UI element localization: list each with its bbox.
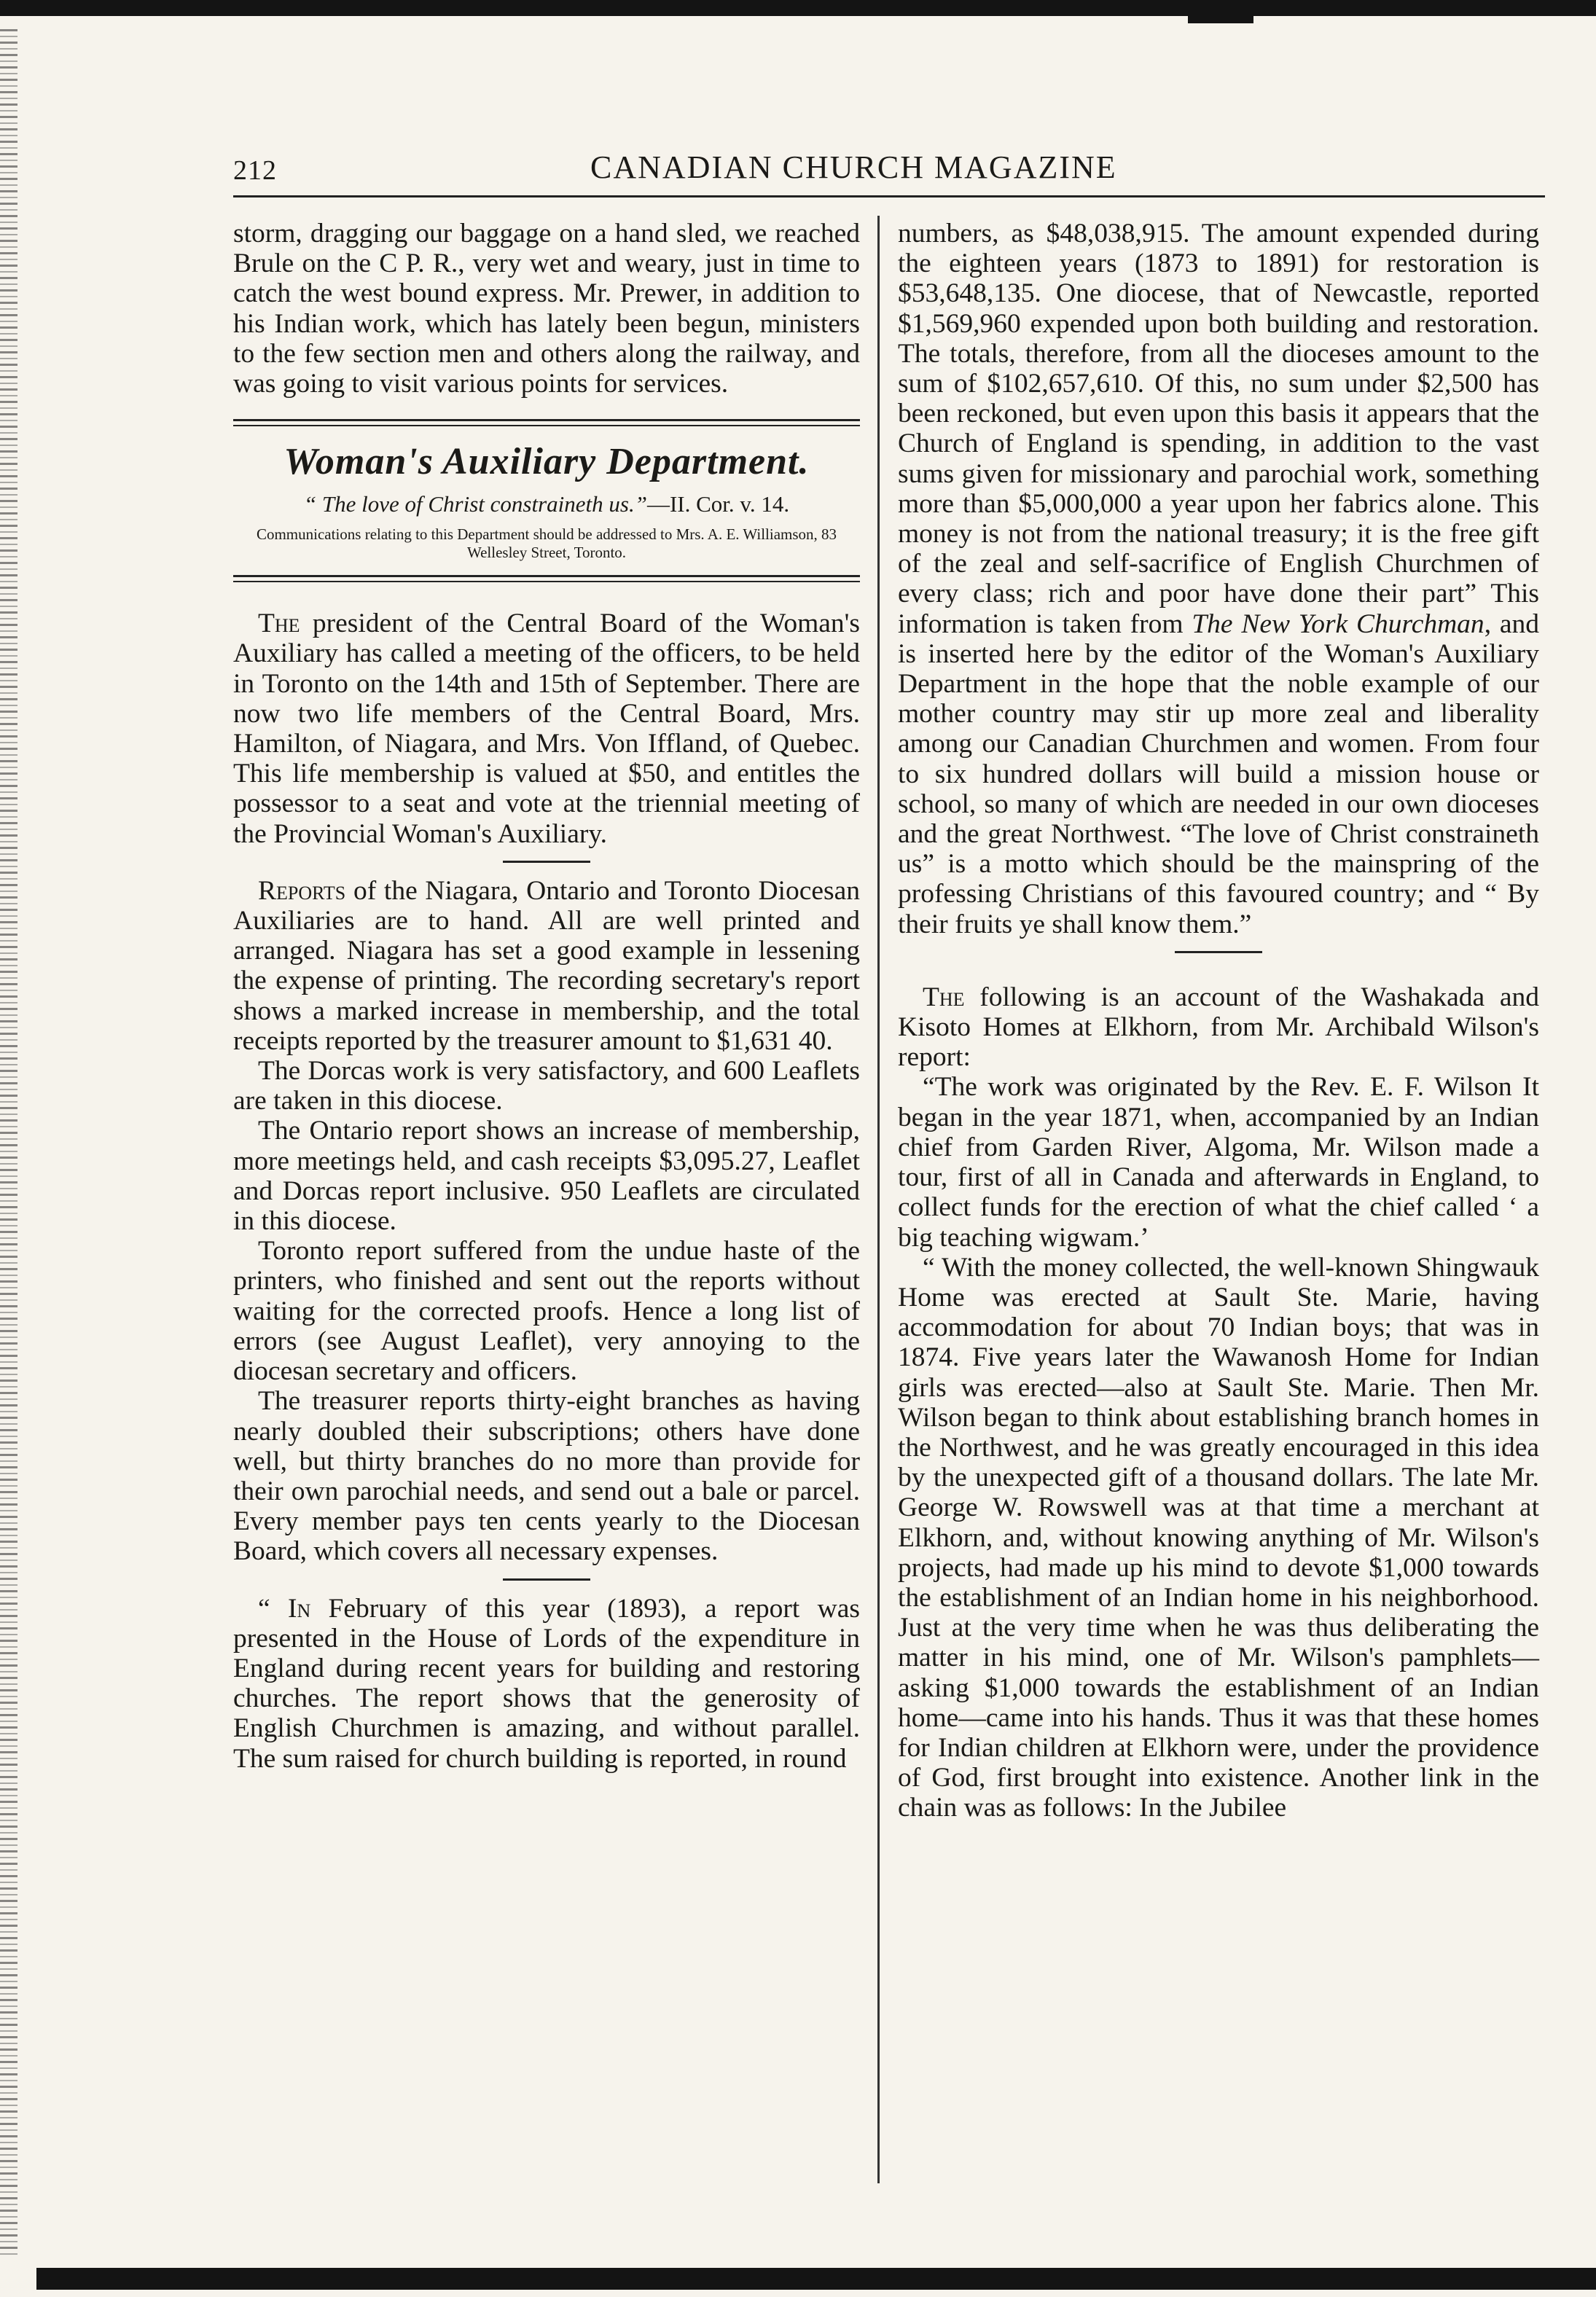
section-rule-bottom: [233, 575, 860, 582]
epigraph: [233, 490, 860, 518]
lead-word: Reports: [258, 875, 346, 906]
paragraph-text: president of the Central Board of the Woman's Auxiliary has called a meeting of the officers, to be held in Toronto on the 14th and 15th of September. There are now two life members of the Central Board, Mrs. Hamilton, of Niagara, and Mrs. Von Iffland, of Quebec. This life membership is valued at $50, and entitles the possessor to a seat and vote at the triennial meeting of the Provincial Woman's Auxiliary.: [233, 609, 860, 849]
paragraph-text: February of this year (1893), a report was presented in the House of Lords of the expenditure in England during recent years for building and restoring churches. The report shows that the generosity of English Churchmen is amazing, and without parallel. The sum raised for church building is reported, in round: [233, 1593, 860, 1774]
section-rule-top: [233, 419, 860, 426]
scan-top-bar: [0, 0, 1596, 16]
scan-top-bar-notch: [1188, 16, 1253, 23]
running-head: CANADIAN CHURCH MAGAZINE: [590, 149, 1117, 185]
paragraph-text: , and is inserted here by the editor of the Woman's Auxiliary Department in the hope that the noble example of our mother country may stir up more zeal and liberality among our Canadian Churchmen and women. From four to six hundred dollars will build a mission house or school, so many of which are needed in our own dioceses and the great Northwest. “The love of Christ constraineth us” is a motto which should be the mainspring of the professing Christians of this favoured country; and “ By their fruits ye shall know them.”: [898, 609, 1539, 939]
paragraph-storm: storm, dragging our baggage on a hand sled, we reached Brule on the C P. R., very wet and weary, just in time to catch the west bound express. Mr. Prewer, in addition to his Indian work, which has lately been begun, ministers to the few section men and others along the railway, and was going to visit various points for services.: [233, 219, 860, 399]
paragraph-church-sums: [898, 219, 1539, 939]
separator-rule: [503, 1578, 590, 1581]
separator-rule: [1175, 951, 1262, 953]
lead-word: The: [923, 982, 965, 1012]
paragraph-central-board: [233, 609, 860, 849]
paragraph-text: numbers, as $48,038,915. The amount expended during the eighteen years (1873 to 1891) for restoration is $53,648,135. One diocese, that of Newcastle, reported $1,569,960 expended upon both building and restoration. The totals, therefore, from all the dioceses amount to the sum of $102,657,610. Of this, no sum under $2,500 has been reckoned, but even upon this basis it appears that the Church of England is spending, in addition to the vast sums given for missionary and parochial work, something more than $5,000,000 a year upon her fabrics alone. This money is not from the national treasury; it is the free gift of the zeal and self-sacrifice of English Churchmen of every class; rich and poor have done their part” This information is taken from: [898, 219, 1539, 639]
paragraph-dorcas: The Dorcas work is very satisfactory, and 600 Leaflets are taken in this diocese.: [233, 1056, 860, 1116]
separator-rule: [503, 861, 590, 863]
paragraph-house-of-lords: [233, 1594, 860, 1774]
epigraph-reference: —II. Cor. v. 14.: [646, 491, 790, 517]
periodical-title: The New York Churchman: [1192, 609, 1484, 639]
page-number: 212: [233, 155, 277, 186]
scan-binding-edge: [0, 29, 17, 2259]
paragraph-treasurer: The treasurer reports thirty-eight branches as having nearly doubled their subscriptions; others have done well, but thirty branches do no more than provide for their own parochial needs, and send out a bale or parcel. Every member pays ten cents yearly to the Diocesan Board, which covers all necessary expenses.: [233, 1386, 860, 1567]
paragraph-text: following is an account of the Washakada and Kisoto Homes at Elkhorn, from Mr. Archibald Wilson's report:: [898, 982, 1539, 1073]
lead-word: “ In: [258, 1593, 311, 1624]
paragraph-washakada: [898, 982, 1539, 1073]
scan-bottom-bar: [36, 2268, 1596, 2290]
left-column: [233, 219, 860, 1774]
paragraph-shingwauk: “ With the money collected, the well-known Shingwauk Home was erected at Sault Ste. Marie, having accommodation for about 70 Indian boys; that was in 1874. Five years later the Wawanosh Home for Indian girls was erected—also at Sault Ste. Marie. Then Mr. Wilson began to think about establishing branch homes in the Northwest, and he was greatly encouraged in this idea by the unexpected gift of a thousand dollars. The late Mr. George W. Rowswell was at that time a merchant at Elkhorn, and, without knowing anything of Mr. Wilson's projects, had made up his mind to devote $1,000 towards the establishment of an Indian home in his neighborhood. Just at the very time when he was thus deliberating the matter in his mind, one of Mr. Wilson's pamphlets—asking $1,000 towards the establishment of an Indian home—came into his hands. Thus it was that these homes for Indian children at Elkhorn were, under the providence of God, first brought into existence. Another link in the chain was as follows: In the Jubilee: [898, 1252, 1539, 1823]
communications-notice: Communications relating to this Department should be addressed to Mrs. A. E. Williamson, 83 Wellesley Street, Toronto.: [256, 525, 837, 562]
paragraph-reports: [233, 876, 860, 1056]
paragraph-ontario: The Ontario report shows an increase of membership, more meetings held, and cash receipts $3,095.27, Leaflet and Dorcas report inclusive. 950 Leaflets are circulated in this diocese.: [233, 1116, 860, 1237]
column-divider: [877, 216, 880, 2183]
paragraph-origin: “The work was originated by the Rev. E. F. Wilson It began in the year 1871, when, accompanied by an Indian chief from Garden River, Algoma, Mr. Wilson made a tour, first of all in Canada and afterwards in England, to collect funds for the erection of what the chief called ‘ a big teaching wigwam.’: [898, 1072, 1539, 1253]
header-rule: [233, 195, 1545, 197]
section-title: Woman's Auxiliary Department.: [283, 441, 810, 483]
right-column: [898, 219, 1539, 1823]
lead-word: The: [258, 609, 300, 639]
paragraph-toronto: Toronto report suffered from the undue haste of the printers, who finished and sent out the reports without waiting for the corrected proofs. Hence a long list of errors (see August Leaflet), very annoying to the diocesan secretary and officers.: [233, 1236, 860, 1387]
epigraph-text: “ The love of Christ constraineth us.”: [303, 491, 647, 517]
paragraph-text: of the Niagara, Ontario and Toronto Diocesan Auxiliaries are to hand. All are well printed and arranged. Niagara has set a good example in lessening the expense of printing. The recording secretary's report shows a marked increase in membership, and the total receipts reported by the treasurer amount to $1,631 40.: [233, 875, 860, 1056]
